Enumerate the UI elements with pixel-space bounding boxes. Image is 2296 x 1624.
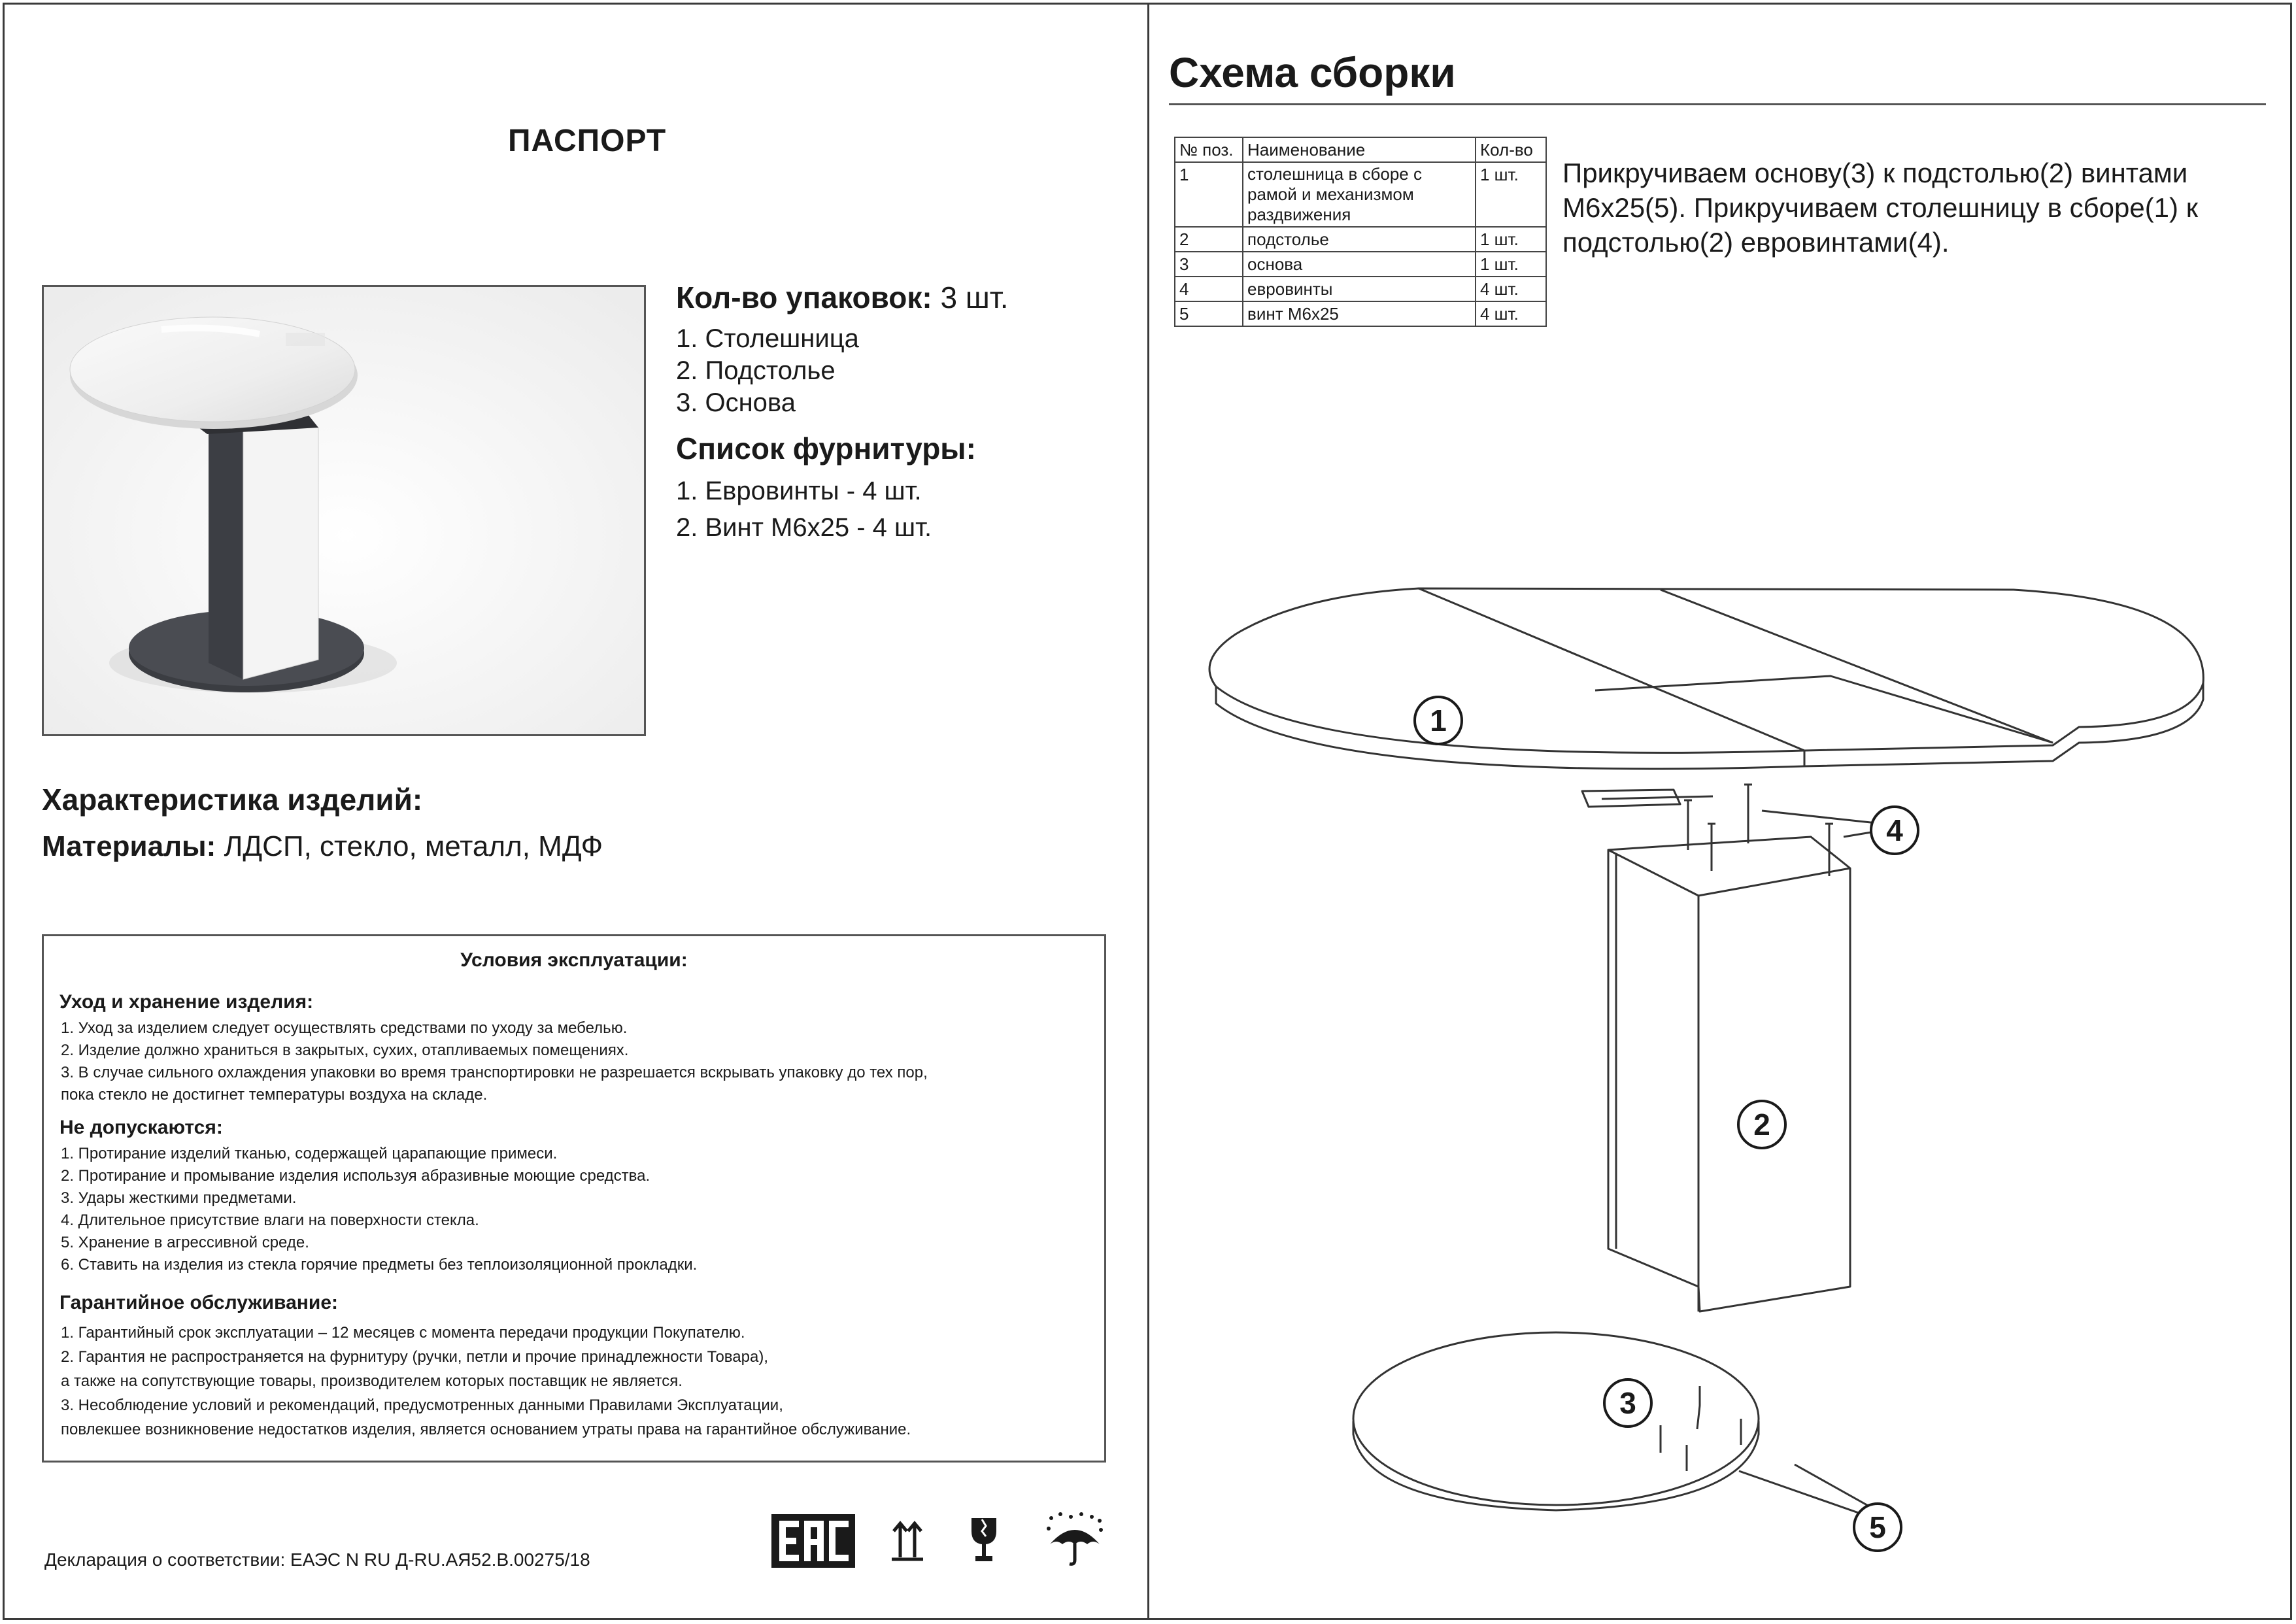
packages-label: Кол-во упаковок: xyxy=(676,280,932,314)
declaration: Декларация о соответствии: ЕАЭС N RU Д-RU.АЯ52.В.00275/18 xyxy=(44,1549,590,1570)
assembly-drawing xyxy=(1151,556,2223,1576)
forbidden-item: 3. Удары жесткими предметами. xyxy=(61,1189,297,1207)
forbidden-heading: Не допускаются: xyxy=(59,1117,223,1138)
table-header-row xyxy=(1175,137,1546,162)
warranty-item: 1. Гарантийный срок эксплуатации – 12 месяцев с момента передачи продукции Покупателю. xyxy=(61,1324,745,1342)
callout-2-label: 2 xyxy=(1753,1108,1770,1142)
title-rule xyxy=(1169,103,2266,105)
table-cell: 1 шт. xyxy=(1476,162,1546,227)
table-row xyxy=(1175,301,1546,326)
warranty-item: а также на сопутствующие товары, производителем которых поставщик не является. xyxy=(61,1372,683,1390)
table-cell: 4 шт. xyxy=(1476,277,1546,301)
package-spec xyxy=(676,280,1121,546)
table-cell: евровинты xyxy=(1243,277,1476,301)
parts-table xyxy=(1174,137,1547,327)
leader-4 xyxy=(1762,811,1883,824)
table-row xyxy=(1175,227,1546,252)
callout-3 xyxy=(1604,1379,1651,1427)
table-cell: 3 xyxy=(1175,252,1243,277)
table-cell: винт М6х25 xyxy=(1243,301,1476,326)
fitting-item: 1. Евровинты - 4 шт. xyxy=(676,477,922,505)
table-cell: 1 шт. xyxy=(1476,227,1546,252)
scheme-title: Схема сборки xyxy=(1169,49,1456,96)
table-cell: 4 шт. xyxy=(1476,301,1546,326)
column-header: Кол-во xyxy=(1476,137,1546,162)
fitting-item: 2. Винт М6х25 - 4 шт. xyxy=(676,513,932,542)
warranty-item: 3. Несоблюдение условий и рекомендаций, предусмотренных данными Правилами Эксплуатации, xyxy=(61,1396,783,1414)
page-divider xyxy=(1147,3,1149,1620)
forbidden-item: 5. Хранение в агрессивной среде. xyxy=(61,1234,309,1251)
package-item: 2. Подстолье xyxy=(676,356,836,385)
forbidden-item: 2. Протирание и промывание изделия используя абразивные моющие средства. xyxy=(61,1167,650,1185)
materials-label: Материалы: xyxy=(42,830,216,862)
care-heading: Уход и хранение изделия: xyxy=(59,991,314,1013)
packages-heading xyxy=(676,280,1121,315)
package-item: 1. Столешница xyxy=(676,324,859,353)
warranty-heading: Гарантийное обслуживание: xyxy=(59,1292,339,1313)
tabletop-outline xyxy=(1209,588,2203,753)
table-cell: 5 xyxy=(1175,301,1243,326)
conditions-title: Условия эксплуатации: xyxy=(460,949,688,971)
this-way-up-icon xyxy=(889,1519,926,1561)
package-item: 3. Основа xyxy=(676,388,796,417)
table-cell: 1 xyxy=(1175,162,1243,227)
callout-5 xyxy=(1854,1504,1901,1551)
table-cell: 2 xyxy=(1175,227,1243,252)
keep-dry-umbrella-icon xyxy=(1045,1512,1105,1568)
callout-5-label: 5 xyxy=(1869,1510,1886,1544)
callout-3-label: 3 xyxy=(1619,1386,1636,1420)
product-photo xyxy=(42,285,646,736)
care-item: 1. Уход за изделием следует осуществлять средствами по уходу за мебелью. xyxy=(61,1019,628,1037)
column-header: № поз. xyxy=(1175,137,1243,162)
table-row xyxy=(1175,162,1546,227)
table-row xyxy=(1175,252,1546,277)
conditions-box xyxy=(42,934,1106,1463)
table-cell: 4 xyxy=(1175,277,1243,301)
care-item: пока стекло не достигнет температуры воздуха на складе. xyxy=(61,1086,488,1104)
assembly-instruction: Прикручиваем основу(3) к подстолью(2) винтами М6х25(5). Прикручиваем столешницу в сборе(1) к подстолью(2) евровинтами(4). xyxy=(1562,158,2199,258)
callout-2 xyxy=(1738,1101,1785,1148)
callout-1 xyxy=(1415,697,1462,744)
materials-value: ЛДСП, стекло, металл, МДФ xyxy=(216,830,603,862)
care-item: 3. В случае сильного охлаждения упаковки во время транспортировки не разрешается вскрывать упаковку до тех пор, xyxy=(61,1064,928,1081)
column-header: Наименование xyxy=(1243,137,1476,162)
callout-4-label: 4 xyxy=(1886,813,1903,847)
callout-4 xyxy=(1871,807,1918,854)
passport-title: ПАСПОРТ xyxy=(508,124,667,158)
packages-value: 3 шт. xyxy=(932,280,1009,314)
eac-mark xyxy=(771,1514,855,1568)
materials-line xyxy=(42,830,603,863)
characteristics-heading: Характеристика изделий: xyxy=(42,783,423,817)
forbidden-item: 6. Ставить на изделия из стекла горячие предметы без теплоизоляционной прокладки. xyxy=(61,1256,698,1274)
table-cell: столешница в сборе с рамой и механизмом раздвижения xyxy=(1243,162,1476,227)
leader-5b xyxy=(1795,1464,1876,1510)
table-cell: 1 шт. xyxy=(1476,252,1546,277)
callout-1-label: 1 xyxy=(1430,703,1447,737)
warranty-item: 2. Гарантия не распространяется на фурнитуру (ручки, петли и прочие принадлежности Товара), xyxy=(61,1348,768,1366)
leg-outline xyxy=(1608,837,1850,1311)
table-row xyxy=(1175,277,1546,301)
table-cell: основа xyxy=(1243,252,1476,277)
forbidden-item: 1. Протирание изделий тканью, содержащей царапающие примеси. xyxy=(61,1145,558,1162)
fragile-glass-icon xyxy=(968,1517,1000,1564)
fittings-heading: Список фурнитуры: xyxy=(676,431,976,465)
warranty-item: повлекшее возникновение недостатков изделия, является основанием утраты права на гарантийное обслуживание. xyxy=(61,1421,911,1438)
leader-5 xyxy=(1739,1471,1870,1517)
care-item: 2. Изделие должно храниться в закрытых, сухих, отапливаемых помещениях. xyxy=(61,1041,629,1059)
forbidden-item: 4. Длительное присутствие влаги на поверхности стекла. xyxy=(61,1211,479,1229)
table-cell: подстолье xyxy=(1243,227,1476,252)
